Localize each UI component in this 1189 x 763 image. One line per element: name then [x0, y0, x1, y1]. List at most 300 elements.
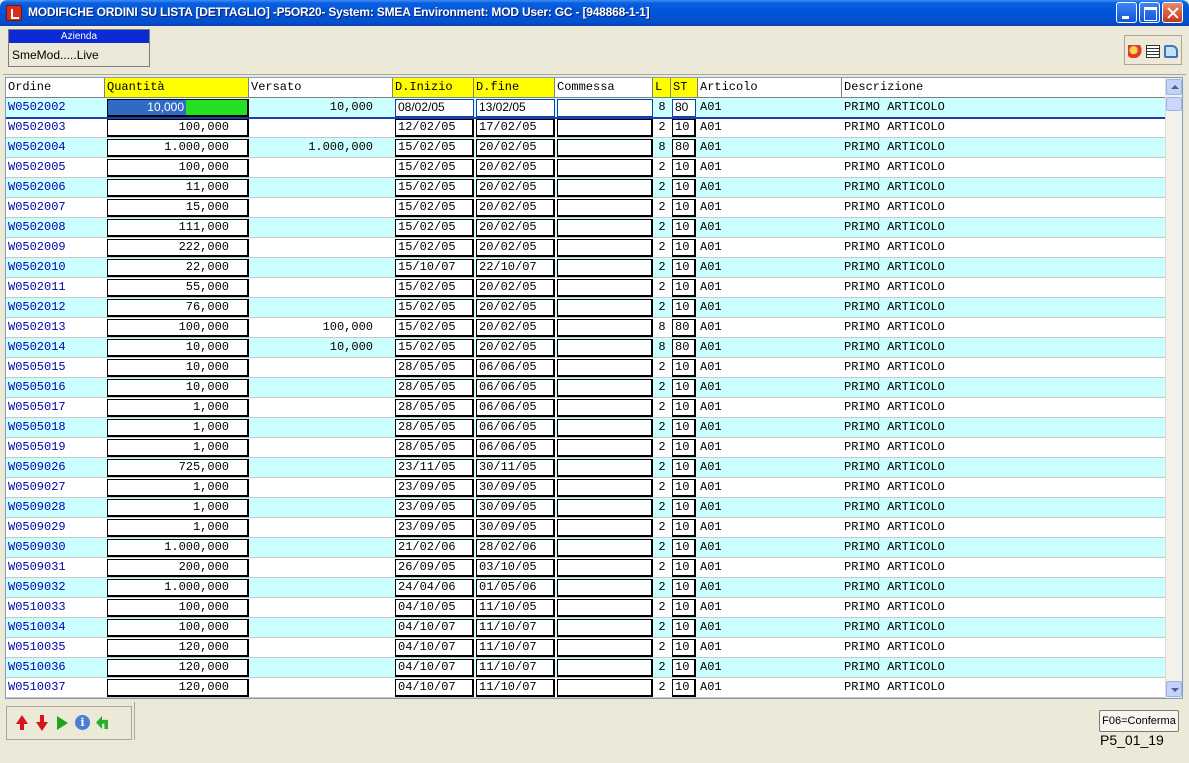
table-row[interactable]	[6, 158, 1166, 178]
commessa-field[interactable]	[557, 319, 653, 337]
table-row[interactable]	[6, 518, 1166, 538]
versato-value	[249, 478, 373, 498]
start-date-field[interactable]: 04/10/07	[395, 679, 474, 697]
status-field[interactable]: 80	[672, 319, 696, 337]
status-field[interactable]: 10	[672, 399, 696, 417]
start-date-field[interactable]: 08/02/05	[395, 99, 474, 117]
quantity-field[interactable]: 120,000	[107, 679, 249, 697]
order-number[interactable]: W0502011	[8, 280, 66, 294]
level-value: 2	[658, 300, 666, 314]
level-value: 2	[658, 220, 666, 234]
app-icon[interactable]	[6, 5, 22, 21]
order-number[interactable]: W0509028	[8, 500, 66, 514]
commessa-field[interactable]	[557, 599, 653, 617]
status-field[interactable]: 10	[672, 459, 696, 477]
order-number[interactable]: W0509030	[8, 540, 66, 554]
commessa-field[interactable]	[557, 619, 653, 637]
article-description: PRIMO ARTICOLO	[844, 260, 945, 274]
commessa-field[interactable]	[557, 559, 653, 577]
table-row[interactable]	[6, 98, 1166, 118]
status-field[interactable]: 10	[672, 439, 696, 457]
end-date-field[interactable]: 20/02/05	[476, 239, 555, 257]
quantity-field[interactable]: 15,000	[107, 199, 249, 217]
article-code: A01	[700, 220, 722, 234]
quantity-field[interactable]: 1,000	[107, 479, 249, 497]
versato-value	[249, 298, 373, 318]
commessa-field[interactable]	[557, 519, 653, 537]
status-field[interactable]: 10	[672, 159, 696, 177]
table-row[interactable]	[6, 598, 1166, 618]
header-ordine[interactable]: Ordine	[6, 78, 105, 98]
end-date-field[interactable]: 11/10/07	[476, 659, 555, 677]
quantity-field[interactable]: 1,000	[107, 439, 249, 457]
start-date-field[interactable]: 04/10/07	[395, 659, 474, 677]
end-date-field[interactable]: 22/10/07	[476, 259, 555, 277]
end-date-field[interactable]: 20/02/05	[476, 319, 555, 337]
quantity-field[interactable]: 111,000	[107, 219, 249, 237]
article-code: A01	[700, 180, 722, 194]
azienda-value: SmeMod.....Live	[12, 48, 99, 62]
end-date-field[interactable]: 30/09/05	[476, 499, 555, 517]
status-field[interactable]: 10	[672, 579, 696, 597]
start-date-field[interactable]: 15/02/05	[395, 319, 474, 337]
status-field[interactable]: 10	[672, 619, 696, 637]
article-code: A01	[700, 360, 722, 374]
order-number[interactable]: W0505019	[8, 440, 66, 454]
start-date-field[interactable]: 23/11/05	[395, 459, 474, 477]
status-field[interactable]: 10	[672, 219, 696, 237]
header-commessa[interactable]: Commessa	[555, 78, 653, 98]
start-date-field[interactable]: 15/02/05	[395, 299, 474, 317]
order-number[interactable]: W0510035	[8, 640, 66, 654]
arrow-up-icon[interactable]	[13, 714, 31, 732]
start-date-field[interactable]: 04/10/07	[395, 639, 474, 657]
quantity-field[interactable]: 1,000	[107, 499, 249, 517]
play-icon[interactable]	[53, 714, 71, 732]
table-row[interactable]	[6, 118, 1166, 138]
scroll-thumb[interactable]	[1166, 97, 1182, 111]
top-panel	[3, 27, 1186, 75]
commessa-field[interactable]	[557, 539, 653, 557]
close-button[interactable]	[1162, 2, 1183, 23]
vertical-scrollbar[interactable]	[1165, 78, 1182, 698]
end-date-field[interactable]: 06/06/05	[476, 399, 555, 417]
quantity-field[interactable]: 10,000	[107, 339, 249, 357]
table-row[interactable]	[6, 318, 1166, 338]
order-number[interactable]: W0505015	[8, 360, 66, 374]
end-date-field[interactable]: 11/10/07	[476, 679, 555, 697]
commessa-field[interactable]	[557, 279, 653, 297]
table-row[interactable]	[6, 638, 1166, 658]
commessa-field[interactable]	[557, 199, 653, 217]
end-date-field[interactable]: 06/06/05	[476, 359, 555, 377]
end-date-field[interactable]: 11/10/07	[476, 639, 555, 657]
commessa-field[interactable]	[557, 439, 653, 457]
table-row[interactable]	[6, 398, 1166, 418]
quantity-field-selected[interactable]	[107, 99, 249, 117]
quantity-field[interactable]: 120,000	[107, 639, 249, 657]
end-date-field[interactable]: 20/02/05	[476, 139, 555, 157]
versato-value	[249, 578, 373, 598]
order-number[interactable]: W0502014	[8, 340, 66, 354]
start-date-field[interactable]: 15/10/07	[395, 259, 474, 277]
quantity-field[interactable]: 100,000	[107, 619, 249, 637]
level-value: 2	[658, 460, 666, 474]
status-field[interactable]: 10	[672, 299, 696, 317]
article-code: A01	[700, 600, 722, 614]
start-date-field[interactable]: 15/02/05	[395, 159, 474, 177]
commessa-field[interactable]	[557, 479, 653, 497]
versato-value	[249, 158, 373, 178]
level-value: 2	[658, 420, 666, 434]
quantity-field[interactable]: 222,000	[107, 239, 249, 257]
article-description: PRIMO ARTICOLO	[844, 500, 945, 514]
commessa-field[interactable]	[557, 99, 653, 117]
article-description: PRIMO ARTICOLO	[844, 100, 945, 114]
commessa-field[interactable]	[557, 239, 653, 257]
table-row[interactable]	[6, 618, 1166, 638]
table-row[interactable]	[6, 478, 1166, 498]
status-field[interactable]: 10	[672, 559, 696, 577]
status-field[interactable]: 80	[672, 139, 696, 157]
level-value: 2	[658, 500, 666, 514]
azienda-box	[8, 29, 150, 67]
back-icon[interactable]	[93, 714, 111, 732]
level-value: 2	[658, 480, 666, 494]
status-field[interactable]: 10	[672, 179, 696, 197]
end-date-field[interactable]: 30/09/05	[476, 479, 555, 497]
palette-icon[interactable]	[1128, 45, 1142, 58]
table-row[interactable]	[6, 178, 1166, 198]
table-row[interactable]	[6, 138, 1166, 158]
level-value: 2	[658, 240, 666, 254]
article-description: PRIMO ARTICOLO	[844, 200, 945, 214]
status-field[interactable]: 10	[672, 599, 696, 617]
info-icon[interactable]: i	[73, 714, 91, 732]
quantity-field[interactable]: 11,000	[107, 179, 249, 197]
commessa-field[interactable]	[557, 459, 653, 477]
order-number[interactable]: W0502006	[8, 180, 66, 194]
order-number[interactable]: W0509029	[8, 520, 66, 534]
versato-value	[249, 398, 373, 418]
start-date-field[interactable]: 15/02/05	[395, 339, 474, 357]
order-number[interactable]: W0509031	[8, 560, 66, 574]
minimize-button[interactable]	[1116, 2, 1137, 23]
end-date-field[interactable]: 13/02/05	[476, 99, 555, 117]
start-date-field[interactable]: 23/09/05	[395, 479, 474, 497]
commessa-field[interactable]	[557, 639, 653, 657]
level-value: 2	[658, 440, 666, 454]
order-number[interactable]: W0509032	[8, 580, 66, 594]
level-value: 2	[658, 120, 666, 134]
header-versato[interactable]: Versato	[249, 78, 393, 98]
status-field[interactable]: 10	[672, 659, 696, 677]
header-dinizio[interactable]: D.Inizio	[393, 78, 474, 98]
table-row[interactable]	[6, 338, 1166, 358]
level-value: 2	[658, 580, 666, 594]
end-date-field[interactable]: 20/02/05	[476, 279, 555, 297]
level-value: 2	[658, 360, 666, 374]
table-row[interactable]	[6, 298, 1166, 318]
status-field[interactable]: 10	[672, 379, 696, 397]
commessa-field[interactable]	[557, 579, 653, 597]
table-row[interactable]	[6, 418, 1166, 438]
article-description: PRIMO ARTICOLO	[844, 160, 945, 174]
start-date-field[interactable]: 26/09/05	[395, 559, 474, 577]
table-row[interactable]	[6, 378, 1166, 398]
quantity-field[interactable]: 1,000	[107, 399, 249, 417]
versato-value	[249, 218, 373, 238]
order-number[interactable]: W0502009	[8, 240, 66, 254]
scroll-up-button[interactable]	[1166, 79, 1182, 95]
table-row[interactable]	[6, 278, 1166, 298]
order-number[interactable]: W0502012	[8, 300, 66, 314]
header-dfine[interactable]: D.fine	[474, 78, 555, 98]
status-field[interactable]: 10	[672, 519, 696, 537]
article-code: A01	[700, 540, 722, 554]
quantity-field[interactable]: 1.000,000	[107, 139, 249, 157]
status-field[interactable]: 10	[672, 279, 696, 297]
book-icon[interactable]	[1164, 45, 1178, 58]
start-date-field[interactable]: 15/02/05	[395, 239, 474, 257]
list-icon[interactable]	[1146, 45, 1160, 58]
quantity-field[interactable]: 10,000	[107, 379, 249, 397]
table-row[interactable]	[6, 358, 1166, 378]
quantity-field[interactable]: 55,000	[107, 279, 249, 297]
article-code: A01	[700, 480, 722, 494]
header-quantita[interactable]: Quantità	[105, 78, 249, 98]
status-field[interactable]: 80	[672, 99, 696, 117]
commessa-field[interactable]	[557, 379, 653, 397]
table-row[interactable]	[6, 198, 1166, 218]
article-code: A01	[700, 160, 722, 174]
end-date-field[interactable]: 06/06/05	[476, 419, 555, 437]
maximize-button[interactable]	[1139, 2, 1160, 23]
order-number[interactable]: W0502004	[8, 140, 66, 154]
article-description: PRIMO ARTICOLO	[844, 440, 945, 454]
article-description: PRIMO ARTICOLO	[844, 560, 945, 574]
versato-value: 10,000	[329, 340, 373, 354]
table-row[interactable]	[6, 538, 1166, 558]
quantity-field[interactable]: 1,000	[107, 419, 249, 437]
table-row[interactable]	[6, 578, 1166, 598]
order-number[interactable]: W0510033	[8, 600, 66, 614]
commessa-field[interactable]	[557, 139, 653, 157]
header-articolo[interactable]: Articolo	[698, 78, 842, 98]
versato-value	[249, 658, 373, 678]
commessa-field[interactable]	[557, 399, 653, 417]
start-date-field[interactable]: 15/02/05	[395, 139, 474, 157]
commessa-field[interactable]	[557, 499, 653, 517]
status-field[interactable]: 10	[672, 359, 696, 377]
start-date-field[interactable]: 28/05/05	[395, 379, 474, 397]
end-date-field[interactable]: 06/06/05	[476, 439, 555, 457]
level-value: 2	[658, 380, 666, 394]
end-date-field[interactable]: 20/02/05	[476, 159, 555, 177]
quantity-field[interactable]: 100,000	[107, 319, 249, 337]
order-number[interactable]: W0502007	[8, 200, 66, 214]
status-field[interactable]: 10	[672, 479, 696, 497]
status-field[interactable]: 10	[672, 639, 696, 657]
status-field[interactable]: 10	[672, 539, 696, 557]
start-date-field[interactable]: 23/09/05	[395, 519, 474, 537]
order-number[interactable]: W0502013	[8, 320, 66, 334]
order-number[interactable]: W0509026	[8, 460, 66, 474]
table-row[interactable]	[6, 218, 1166, 238]
arrow-down-icon[interactable]	[33, 714, 51, 732]
start-date-field[interactable]: 28/05/05	[395, 359, 474, 377]
quantity-field[interactable]: 200,000	[107, 559, 249, 577]
article-description: PRIMO ARTICOLO	[844, 280, 945, 294]
quantity-field[interactable]: 76,000	[107, 299, 249, 317]
quantity-field[interactable]: 725,000	[107, 459, 249, 477]
start-date-field[interactable]: 28/05/05	[395, 439, 474, 457]
order-number[interactable]: W0505018	[8, 420, 66, 434]
order-number[interactable]: W0505016	[8, 380, 66, 394]
table-row[interactable]	[6, 678, 1166, 698]
versato-value: 100,000	[322, 320, 373, 334]
versato-value	[249, 258, 373, 278]
order-number[interactable]: W0502008	[8, 220, 66, 234]
article-code: A01	[700, 660, 722, 674]
order-number[interactable]: W0505017	[8, 400, 66, 414]
end-date-field[interactable]: 11/10/05	[476, 599, 555, 617]
order-number[interactable]: W0509027	[8, 480, 66, 494]
header-st[interactable]: ST	[671, 78, 698, 98]
quantity-field[interactable]: 120,000	[107, 659, 249, 677]
commessa-field[interactable]	[557, 259, 653, 277]
quantity-value: 10,000	[108, 100, 186, 115]
table-row[interactable]	[6, 258, 1166, 278]
status-field[interactable]: 10	[672, 419, 696, 437]
level-value: 2	[658, 160, 666, 174]
status-field[interactable]: 10	[672, 679, 696, 697]
versato-value	[249, 538, 373, 558]
commessa-field[interactable]	[557, 339, 653, 357]
commessa-field[interactable]	[557, 679, 653, 697]
table-row[interactable]	[6, 238, 1166, 258]
level-value: 2	[658, 640, 666, 654]
start-date-field[interactable]: 28/05/05	[395, 419, 474, 437]
quantity-field[interactable]: 100,000	[107, 599, 249, 617]
table-row[interactable]	[6, 658, 1166, 678]
level-value: 8	[658, 340, 666, 354]
end-date-field[interactable]: 20/02/05	[476, 339, 555, 357]
end-date-field[interactable]: 11/10/07	[476, 619, 555, 637]
commessa-field[interactable]	[557, 159, 653, 177]
end-date-field[interactable]: 20/02/05	[476, 219, 555, 237]
end-date-field[interactable]: 30/11/05	[476, 459, 555, 477]
article-code: A01	[700, 500, 722, 514]
order-number[interactable]: W0502010	[8, 260, 66, 274]
table-row[interactable]	[6, 458, 1166, 478]
commessa-field[interactable]	[557, 659, 653, 677]
order-number[interactable]: W0502005	[8, 160, 66, 174]
end-date-field[interactable]: 20/02/05	[476, 199, 555, 217]
article-description: PRIMO ARTICOLO	[844, 620, 945, 634]
quantity-field[interactable]: 22,000	[107, 259, 249, 277]
header-descrizione[interactable]: Descrizione	[842, 78, 1166, 98]
commessa-field[interactable]	[557, 299, 653, 317]
quantity-field[interactable]: 1.000,000	[107, 539, 249, 557]
quantity-field[interactable]: 1,000	[107, 519, 249, 537]
table-row[interactable]	[6, 438, 1166, 458]
start-date-field[interactable]: 15/02/05	[395, 219, 474, 237]
table-row[interactable]	[6, 498, 1166, 518]
end-date-field[interactable]: 03/10/05	[476, 559, 555, 577]
start-date-field[interactable]: 28/05/05	[395, 399, 474, 417]
start-date-field[interactable]: 15/02/05	[395, 279, 474, 297]
status-field[interactable]: 10	[672, 199, 696, 217]
commessa-field[interactable]	[557, 419, 653, 437]
level-value: 2	[658, 620, 666, 634]
status-field[interactable]: 80	[672, 339, 696, 357]
order-number[interactable]: W0502003	[8, 120, 66, 134]
order-number[interactable]: W0502002	[8, 100, 66, 114]
article-description: PRIMO ARTICOLO	[844, 400, 945, 414]
start-date-field[interactable]: 15/02/05	[395, 179, 474, 197]
quantity-field[interactable]: 100,000	[107, 119, 249, 137]
order-number[interactable]: W0510036	[8, 660, 66, 674]
start-date-field[interactable]: 04/10/05	[395, 599, 474, 617]
end-date-field[interactable]: 20/02/05	[476, 179, 555, 197]
start-date-field[interactable]: 24/04/06	[395, 579, 474, 597]
status-field[interactable]: 10	[672, 239, 696, 257]
confirm-button[interactable]: F06=Conferma	[1099, 710, 1179, 732]
order-number[interactable]: W0510034	[8, 620, 66, 634]
versato-value: 1.000,000	[308, 140, 373, 154]
scroll-down-button[interactable]	[1166, 681, 1182, 697]
level-value: 2	[658, 400, 666, 414]
end-date-field[interactable]: 28/02/06	[476, 539, 555, 557]
status-field[interactable]: 10	[672, 499, 696, 517]
status-field[interactable]: 10	[672, 119, 696, 137]
commessa-field[interactable]	[557, 359, 653, 377]
quantity-field[interactable]: 100,000	[107, 159, 249, 177]
quantity-highlight	[186, 100, 247, 115]
article-description: PRIMO ARTICOLO	[844, 640, 945, 654]
end-date-field[interactable]: 06/06/05	[476, 379, 555, 397]
article-code: A01	[700, 580, 722, 594]
level-value: 2	[658, 200, 666, 214]
quantity-field[interactable]: 1.000,000	[107, 579, 249, 597]
end-date-field[interactable]: 17/02/05	[476, 119, 555, 137]
commessa-field[interactable]	[557, 179, 653, 197]
orders-grid	[5, 77, 1183, 699]
commessa-field[interactable]	[557, 219, 653, 237]
article-description: PRIMO ARTICOLO	[844, 480, 945, 494]
end-date-field[interactable]: 01/05/06	[476, 579, 555, 597]
start-date-field[interactable]: 23/09/05	[395, 499, 474, 517]
versato-value	[249, 378, 373, 398]
article-description: PRIMO ARTICOLO	[844, 360, 945, 374]
article-description: PRIMO ARTICOLO	[844, 120, 945, 134]
start-date-field[interactable]: 04/10/07	[395, 619, 474, 637]
commessa-field[interactable]	[557, 119, 653, 137]
start-date-field[interactable]: 12/02/05	[395, 119, 474, 137]
level-value: 2	[658, 520, 666, 534]
end-date-field[interactable]: 30/09/05	[476, 519, 555, 537]
article-code: A01	[700, 120, 722, 134]
start-date-field[interactable]: 21/02/06	[395, 539, 474, 557]
start-date-field[interactable]: 15/02/05	[395, 199, 474, 217]
header-l[interactable]: L	[653, 78, 671, 98]
order-number[interactable]: W0510037	[8, 680, 66, 694]
status-field[interactable]: 10	[672, 259, 696, 277]
end-date-field[interactable]: 20/02/05	[476, 299, 555, 317]
table-row[interactable]	[6, 558, 1166, 578]
quantity-field[interactable]: 10,000	[107, 359, 249, 377]
